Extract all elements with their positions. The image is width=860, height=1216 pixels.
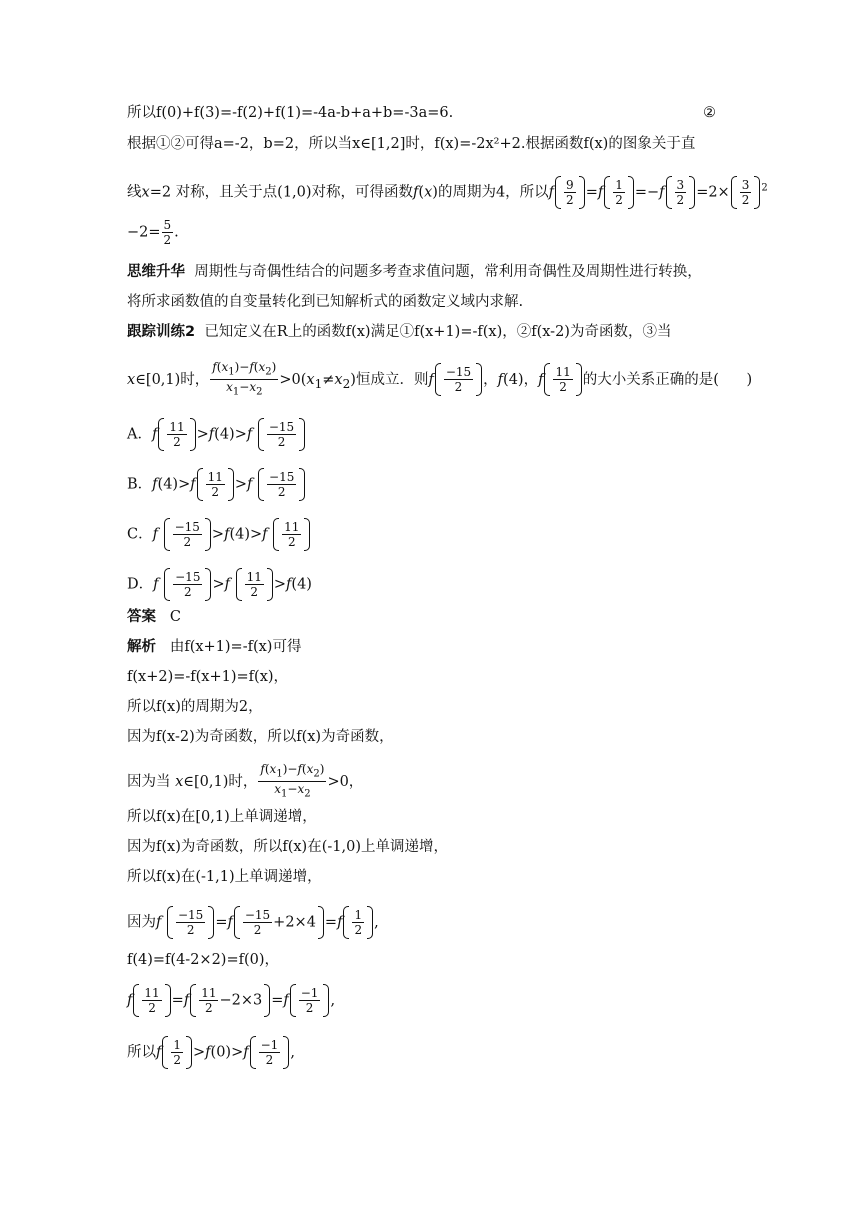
summary-line	[127, 262, 702, 282]
text-span: 周期性与奇偶性结合的问题多考查求值问题，常利用奇偶性及周期性进行转换，	[194, 264, 702, 280]
text-line: 所以f(x)在(-1,1)上单调递增，	[127, 869, 322, 885]
option-d: D．f $\frac{-15}{2}$ >f $\frac{11}{2}$ >f(4)	[127, 570, 312, 599]
section-label: 跟踪训练2	[127, 324, 196, 340]
text-line: 所以f(x)的周期为2，	[127, 699, 263, 715]
text-line: 根据①②可得a=-2，b=2，所以当x∈[1,2]时，f(x)=-2x²+2.根据函数f(x)的图象关于直	[127, 136, 696, 152]
section-label: 思维升华	[127, 264, 185, 280]
math-line: 线x=2 对称，且关于点(1,0)对称，可得函数f(x)的周期为4，所以f $\frac{9}{2}$ =f $\frac{1}{2}$ =−f $\frac{3}{2}$ =2× $\frac{3}{2}$ $^2$	[127, 178, 768, 207]
option-a: A．f $\frac{11}{2}$ >f(4)>f $\frac{-15}{2}$	[127, 418, 306, 451]
text-span: 由f(x+1)=-f(x)可得	[169, 639, 302, 655]
answer-value: C	[169, 609, 181, 625]
math-line: f $\frac{11}{2}$ =f $\frac{11}{2}$ −2×3 =f $\frac{-1}{2}$ ,	[127, 986, 336, 1015]
text-span: 已知定义在R上的函数f(x)满足①f(x+1)=-f(x)，②f(x-2)为奇函数，③当	[204, 324, 672, 340]
answer-line	[127, 607, 181, 627]
math-line: x∈[0,1)时， $\frac{f(x_1)-f(x_2)}{x_1-x_2}$ $>0(x_1\ne x_2)$恒成立．则f $\frac{-15}{2}$ ，f(4)，f $\frac{11}{2}$ 的大小关系正确的是( )	[127, 360, 753, 398]
text-line: 因为f(x)为奇函数，所以f(x)在(-1,0)上单调递增，	[127, 839, 448, 855]
text-line: f(x+2)=-f(x+1)=f(x)，	[127, 669, 289, 685]
analysis-label: 解析	[127, 639, 156, 655]
text-line: f(4)=f(4-2×2)=f(0)，	[127, 952, 280, 968]
text-line: 所以f(0)+f(3)=-f(2)+f(1)=-4a-b+a+b=-3a=6.	[127, 105, 454, 121]
math-line: 因为当 x∈[0,1)时， $\frac{f(x_1)-f(x_2)}{x_1-x_2}$ >0，	[127, 762, 364, 800]
text-line: 所以f(x)在[0,1)上单调递增，	[127, 809, 317, 825]
option-b: B．f(4)>f $\frac{11}{2}$ >f $\frac{-15}{2}$	[127, 468, 306, 501]
equation-marker: ②	[703, 105, 716, 121]
math-line: 因为f $\frac{-15}{2}$ =f $\frac{-15}{2}$ +2×4 =f $\frac{1}{2}$ ,	[127, 908, 379, 937]
exercise-line	[127, 322, 671, 342]
text-line: 因为f(x-2)为奇函数，所以f(x)为奇函数，	[127, 729, 394, 745]
analysis-line	[127, 637, 301, 657]
math-line: 所以f $\frac{1}{2}$ >f(0)>f $\frac{-1}{2}$ ,	[127, 1038, 295, 1067]
math-line: −2= $\frac{5}{2}$ .	[127, 218, 179, 247]
option-c: C．f $\frac{-15}{2}$ >f(4)>f $\frac{11}{2}$	[127, 518, 311, 551]
answer-label: 答案	[127, 609, 156, 625]
text-line: 将所求函数值的自变量转化到已知解析式的函数定义域内求解.	[127, 294, 524, 310]
